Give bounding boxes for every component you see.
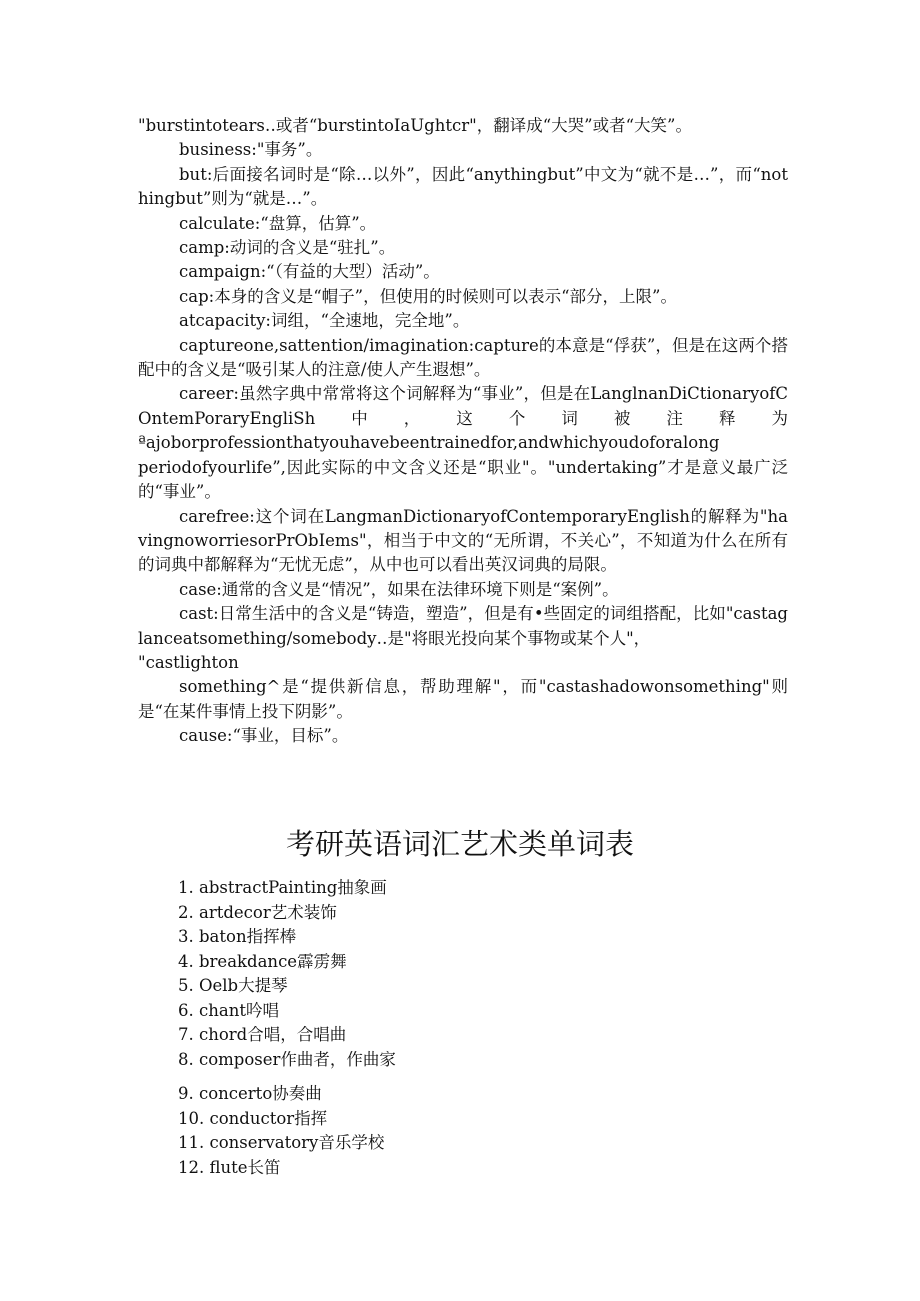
paragraph-calculate: calculate:“盘算，估算”。 <box>179 213 377 233</box>
paragraph-cause: cause:“事业，目标”。 <box>179 726 349 746</box>
paragraph-castlighton: "castlighton <box>138 652 239 672</box>
list-item: 6. chant吟唱 <box>178 1000 279 1020</box>
body-text <box>138 114 788 749</box>
list-item: 7. chord合唱，合唱曲 <box>178 1025 347 1044</box>
paragraph-cap: cap:本身的含义是“帽子”，但使用的时候则可以表示“部分，上限”。 <box>179 286 677 306</box>
paragraph-castlighton-meaning: something^是“提供新信息，帮助理解"，而"castashadowonsomething"则是“在某件事情上投下阴影”。 <box>138 677 788 721</box>
list-item: 9. concerto协奏曲 <box>178 1084 322 1103</box>
paragraph-business: business:"事务”。 <box>179 140 323 160</box>
paragraph-cast: cast:日常生活中的含义是“铸造，塑造”，但是有•些固定的词组搭配，比如"castaglanceatsomething/somebody‥是"将眼光投向某个事物或某个人"， <box>138 604 788 648</box>
list-item: 12. flute长笛 <box>178 1157 281 1177</box>
list-item: 2. artdecor艺术装饰 <box>178 902 337 922</box>
paragraph-burst: "burstintotears‥或者“burstintoIaUghtcr"，翻译成“大哭”或者“大笑”。 <box>138 116 692 135</box>
paragraph-career: career:虽然字典中常常将这个词解释为“事业”，但是在LanglnanDiCtionaryofCOntemPoraryEngliSh中，这个词被注释为 <box>138 384 788 428</box>
list-item: 8. composer作曲者，作曲家 <box>178 1049 396 1069</box>
paragraph-career-conclusion: periodofyourlife”,因此实际的中文含义还是“职业"。"undertaking”才是意义最广泛的“事业”。 <box>138 457 788 502</box>
paragraph-campaign: campaign:“（有益的大型）活动”。 <box>179 262 440 282</box>
paragraph-carefree: carefree:这个词在LangmanDictionaryofContemporaryEnglish的解释为"havingnoworriesorPrObIems"，相当于中文的“无所谓，不关心”，不知道为什么在所有的词典中都解释为“无忧无虑”，从中也可以看出英汉词典的局限。 <box>138 506 788 575</box>
list-item: 4. breakdance霹雳舞 <box>178 951 347 971</box>
paragraph-but: but:后面接名词时是“除…以外”，因此“anythingbut”中文为“就不是…”，而“nothingbut”则为“就是…”。 <box>138 164 788 209</box>
section-heading: 考研英语词汇艺术类单词表 <box>285 827 634 861</box>
list-item: 10. conductor指挥 <box>178 1108 328 1128</box>
paragraph-atcapacity: atcapacity:词组，“全速地，完全地”。 <box>179 311 470 331</box>
list-item: 5. Oelb大提琴 <box>178 976 288 995</box>
list-item: 11. conservatory音乐学校 <box>178 1133 385 1152</box>
list-item: 3. baton指挥棒 <box>178 927 297 946</box>
paragraph-capture: captureone,sattention/imagination:capture的本意是“俘获”，但是在这两个搭配中的含义是“吸引某人的注意/使人产生遐想”。 <box>138 335 788 380</box>
list-item: 1. abstractPainting抽象画 <box>178 878 387 897</box>
vocab-list <box>178 876 396 1180</box>
paragraph-camp: camp:动词的含义是“驻扎”。 <box>179 238 396 258</box>
paragraph-case: case:通常的含义是“情况”，如果在法律环境下则是“案例”。 <box>179 579 619 599</box>
paragraph-career-definition: ªajoborprofessionthatyouhavebeentrainedfor,andwhichyoudoforalong <box>138 433 720 453</box>
